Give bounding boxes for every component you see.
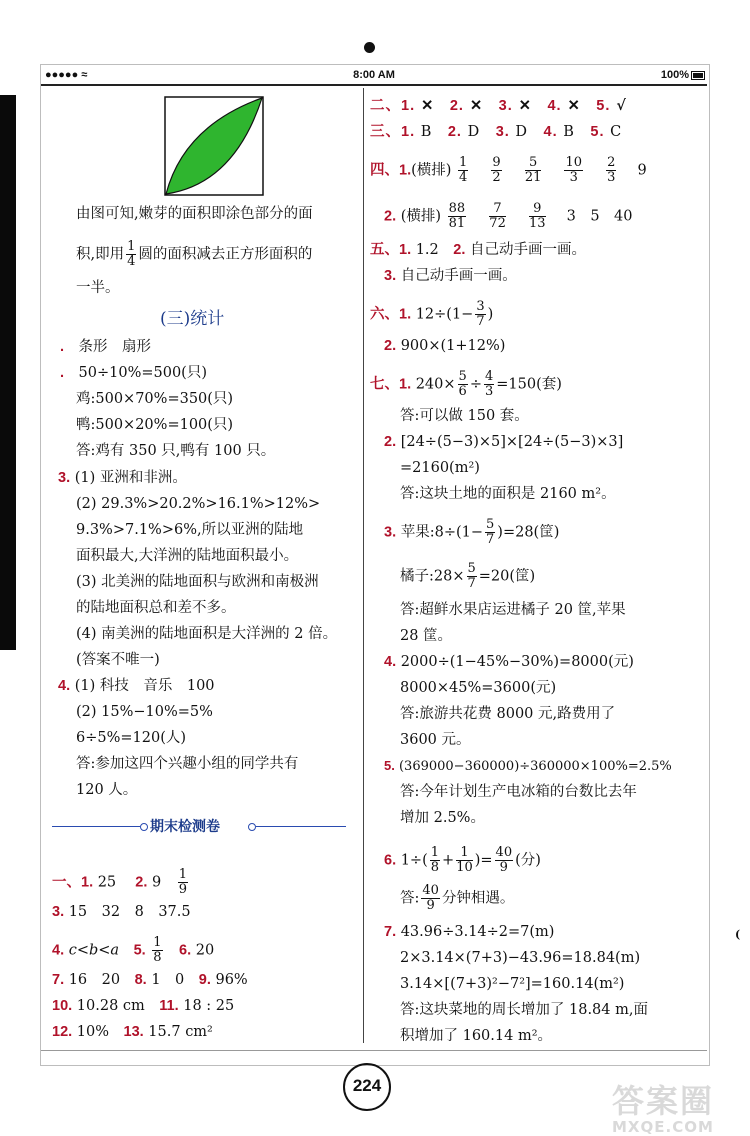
explain-line-2: 积,即用 $\frac{1}{4}$ 圆的面积减去正方形面积的 [76,239,313,269]
section-title: (三)统计 [160,309,225,329]
answer-3-line-6: 的陆地面积总和差不多。 [76,600,236,616]
header-rule-right [256,826,346,827]
watermark-url: MXQE.COM [612,1118,714,1136]
battery-icon [691,71,705,80]
device-camera [364,42,375,53]
answer-7-7-line-1: 7. 43.96÷3.14÷2=7(m) [384,924,555,940]
answer-7-6-line-1: 6. 1÷( $\frac{1}{8}$ + $\frac{1}{10}$ )= $\frac{40}{9}$ (分) [384,845,541,875]
answer-part-4-1: 四、1.(横排) $\frac{1}{4}$ $\frac{9}{2}$ $\frac{5}{21}$ $\frac{10}{3}$ $\frac{2}{3}$ 9 [370,155,647,185]
exam-section-header [52,816,346,838]
answer-part-6-2: 2. 900×(1+12%) [384,338,506,354]
exam-answer-12-13: 12. 10% 13. 15.7 cm² [52,1024,213,1040]
header-dot-left [140,823,148,831]
answer-7-4-reply-1: 答:旅游共花费 8000 元,路费用了 [400,706,616,722]
answer-2-line-1: . 50÷10%=500(只) [60,365,207,381]
answer-part-7-1: 七、1. 240× $\frac{5}{6}$ ÷ $\frac{4}{3}$ =150(套) [370,369,562,399]
answer-4-line-3: 6÷5%=120(人) [76,730,187,746]
edge-mark: ( [735,928,741,941]
answer-part-5-1: 五、1. 1.2 2. 自己动手画一画。 [370,242,586,258]
answer-7-3-line-2: 橘子:28× $\frac{5}{7}$ =20(筐) [400,561,536,591]
status-time: 8:00 AM [353,69,395,81]
watermark-logo: 答案圈 [612,1082,715,1120]
answer-part-5-3: 3. 自己动手画一画。 [384,268,517,284]
column-divider [363,88,364,1043]
answer-7-5-line-1: 5. (369000−360000)÷360000×100%=2.5% [384,758,672,774]
answer-2-line-4: 答:鸡有 350 只,鸭有 100 只。 [76,443,276,459]
answer-4-line-1: 4. (1) 科技 音乐 100 [58,678,215,694]
answer-7-3-reply-1: 答:超鲜水果店运进橘子 20 筐,苹果 [400,602,626,618]
answer-7-3-reply-2: 28 筐。 [400,628,453,644]
signal-icon: ●●●●● ≈ [45,69,88,81]
answer-3-line-8: (答案不唯一) [76,652,160,668]
answer-7-7-reply-2: 积增加了 160.14 m²。 [400,1028,553,1044]
leaf-diagram [164,96,264,196]
page-number: 224 [343,1063,391,1111]
exam-answer-7-9: 7. 16 20 8. 1 0 9. 96% [52,972,248,988]
fraction: $\frac{1}{9}$ [178,867,187,897]
exam-answer-1-2: 一、1. 25 2. 9 $\frac{1}{9}$ [52,867,187,897]
explain-line-3: 一半。 [76,280,120,296]
fraction: $\frac{1}{8}$ [153,935,162,965]
header-dot-right [248,823,256,831]
answer-4-line-2: (2) 15%−10%=5% [76,704,213,720]
exam-answer-4-6: 4. c<b<a 5. $\frac{1}{8}$ 6. 20 [52,935,215,965]
answer-7-5-reply-1: 答:今年计划生产电冰箱的台数比去年 [400,784,637,800]
answer-part-6-1: 六、1. 12÷(1− $\frac{3}{7}$ ) [370,299,494,329]
explain-line-1: 由图可知,嫩芽的面积即涂色部分的面 [76,206,313,222]
answer-7-1-reply: 答:可以做 150 套。 [400,408,529,424]
answer-7-3-line-1: 3. 苹果:8÷(1− $\frac{5}{7}$ )=28(筐) [384,517,560,547]
fraction: $\frac{1}{4}$ [127,239,136,269]
status-divider [41,84,707,86]
exam-answer-10-11: 10. 10.28 cm 11. 18 : 25 [52,998,235,1014]
answer-part-3: 三、1. B 2. D 3. D 4. B 5. C [370,124,623,140]
answer-7-6-reply: 答: $\frac{40}{9}$ 分钟相遇。 [400,883,515,913]
answer-7-2-line-2: =2160(m²) [400,460,480,476]
answer-7-2-line-1: 2. [24÷(5−3)×5]×[24÷(5−3)×3] [384,434,624,450]
footer-divider [41,1050,707,1051]
watermark [612,1076,740,1136]
battery-level: 100% [660,69,689,81]
answer-7-4-line-2: 8000×45%=3600(元) [400,680,557,696]
answer-2-line-2: 鸡:500×70%=350(只) [76,391,234,407]
answer-7-7-line-2: 2×3.14×(7+3)−43.96=18.84(m) [400,950,641,966]
answer-3-line-3: 9.3%>7.1%>6%,所以亚洲的陆地 [76,522,304,538]
answer-part-4-2: 2. (横排) $\frac{88}{81}$ $\frac{7}{72}$ $\frac{9}{13}$ 3 5 40 [384,201,633,231]
status-bar [41,66,707,86]
answer-7-2-reply: 答:这块土地的面积是 2160 m²。 [400,486,616,502]
answer-7-4-line-1: 4. 2000÷(1−45%−30%)=8000(元) [384,654,634,670]
answer-7-4-reply-2: 3600 元。 [400,732,471,748]
scan-edge-shadow [0,95,16,650]
answer-part-2: 二、1. ✕ 2. ✕ 3. ✕ 4. ✕ 5. √ [370,97,627,114]
answer-4-line-5: 120 人。 [76,782,138,798]
answer-3-line-4: 面积最大,大洋洲的陆地面积最小。 [76,548,299,564]
answer-1: . 条形 扇形 [60,339,152,355]
exam-answer-3: 3. 15 32 8 37.5 [52,904,191,920]
answer-4-line-4: 答:参加这四个兴趣小组的同学共有 [76,756,299,772]
header-rule-left [52,826,140,827]
answer-3-line-2: (2) 29.3%>20.2%>16.1%>12%> [76,496,321,512]
answer-3-line-7: (4) 南美洲的陆地面积是大洋洲的 2 倍。 [76,626,338,642]
answer-7-7-reply-1: 答:这块菜地的周长增加了 18.84 m,面 [400,1002,648,1018]
answer-3-line-1: 3. (1) 亚洲和非洲。 [58,470,187,486]
answer-2-line-3: 鸭:500×20%=100(只) [76,417,234,433]
answer-3-line-5: (3) 北美洲的陆地面积与欧洲和南极洲 [76,574,319,590]
answer-7-7-line-3: 3.14×[(7+3)²−7²]=160.14(m²) [400,976,625,992]
exam-title: 期末检测卷 [150,819,220,835]
answer-7-5-reply-2: 增加 2.5%。 [400,810,485,826]
